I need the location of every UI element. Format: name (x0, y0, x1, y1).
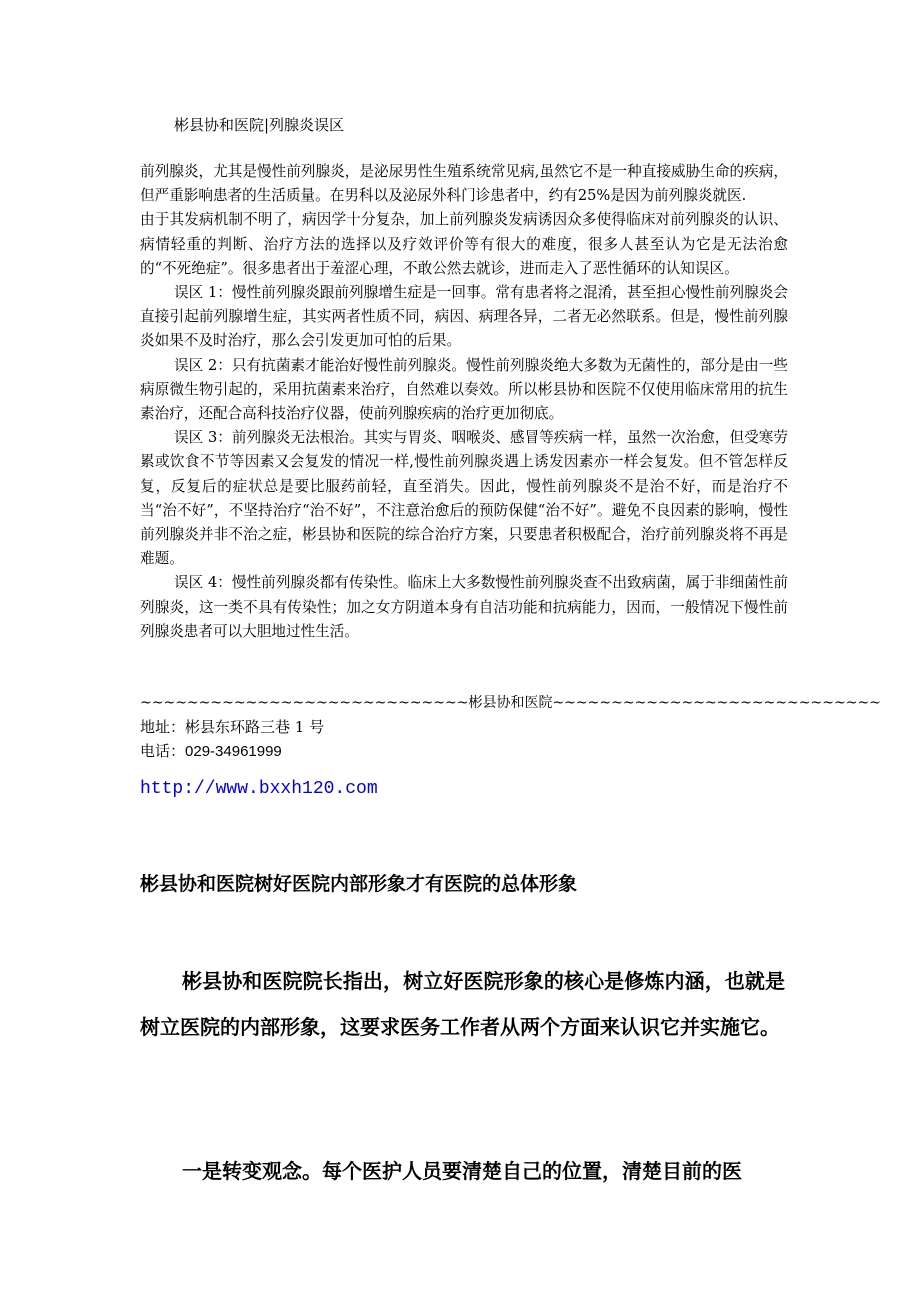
myth-paragraph-1: 误区 1：慢性前列腺炎跟前列腺增生症是一回事。常有患者将之混淆，甚至担心慢性前列腺炎会直接引起前列腺增生症，其实两者性质不同，病因、病理各异，二者无必然联系。但是，慢性前列腺炎如果不及时治疗，那么会引发更加可怕的后果。 (140, 284, 788, 350)
myth-paragraph-4: 误区 4：慢性前列腺炎都有传染性。临床上大多数慢性前列腺炎查不出致病菌，属于非细菌性前列腺炎，这一类不具有传染性；加之女方阴道本身有自洁功能和抗病能力，因而，一般情况下慢性前列腺炎患者可以大胆地过性生活。 (140, 574, 788, 640)
phone-label: 电话： (140, 742, 186, 760)
article-paragraph-1: 彬县协和医院院长指出，树立好医院形象的核心是修炼内涵，也就是树立医院的内部形象，这要求医务工作者从两个方面来认识它并实施它。 (140, 969, 785, 1039)
address-line (140, 716, 324, 738)
header-title: 彬县协和医院|列腺炎误区 (174, 116, 345, 134)
hospital-divider: ~~~~~~~~~~~~~~~~~~~~~~~~~~~~彬县协和医院~~~~~~~~~~~~~~~~~~~~~~~~~~~~ (140, 695, 881, 711)
myth-paragraph-2: 误区 2：只有抗菌素才能治好慢性前列腺炎。慢性前列腺炎绝大多数为无菌性的，部分是由一些病原微生物引起的，采用抗菌素来治疗，自然难以奏效。所以彬县协和医院不仅使用临床常用的抗生素治疗，还配合高科技治疗仪器，使前列腺疾病的治疗更加彻底。 (140, 356, 788, 423)
article-body (140, 160, 788, 644)
phone-line (140, 740, 282, 763)
address-value: 彬县东环路三巷 1 号 (185, 718, 325, 736)
intro-paragraph-2: 由于其发病机制不明了，病因学十分复杂，加上前列腺炎发病诱因众多使得临床对前列腺炎的认识、病情轻重的判断、治疗方法的选择以及疗效评价等有很大的难度，很多人甚至认为它是无法治愈的“不死绝症”。很多患者出于羞涩心理，不敢公然去就诊，进而走入了恶性循环的认知误区。 (140, 211, 788, 277)
phone-value: 029-34961999 (185, 743, 282, 760)
article-paragraph-2: 一是转变观念。每个医护人员要清楚自己的位置，清楚目前的医 (182, 1159, 742, 1183)
article-title: 彬县协和医院树好医院内部形象才有医院的总体形象 (140, 873, 578, 895)
address-label: 地址： (140, 718, 186, 736)
website-link[interactable]: http://www.bxxh120.com (140, 779, 378, 799)
intro-paragraph-1: 前列腺炎，尤其是慢性前列腺炎，是泌尿男性生殖系统常见病,虽然它不是一种直接威胁生命的疾病，但严重影响患者的生活质量。在男科以及泌尿外科门诊患者中，约有25%是因为前列腺炎就医. (140, 163, 788, 205)
myth-paragraph-3: 误区 3：前列腺炎无法根治。其实与胃炎、咽喉炎、感冒等疾病一样，虽然一次治愈，但受寒劳累或饮食不节等因素又会复发的情况一样,慢性前列腺炎遇上诱发因素亦一样会复发。但不管怎样反复，反复后的症状总是要比服药前轻，直至消失。因此，慢性前列腺炎不是治不好，而是治疗不当“治不好”，不坚持治疗“治不好”，不注意治愈后的预防保健“治不好”。避免不良因素的影响，慢性前列腺炎并非不治之症，彬县协和医院的综合治疗方案，只要患者积极配合，治疗前列腺炎将不再是难题。 (140, 429, 788, 568)
